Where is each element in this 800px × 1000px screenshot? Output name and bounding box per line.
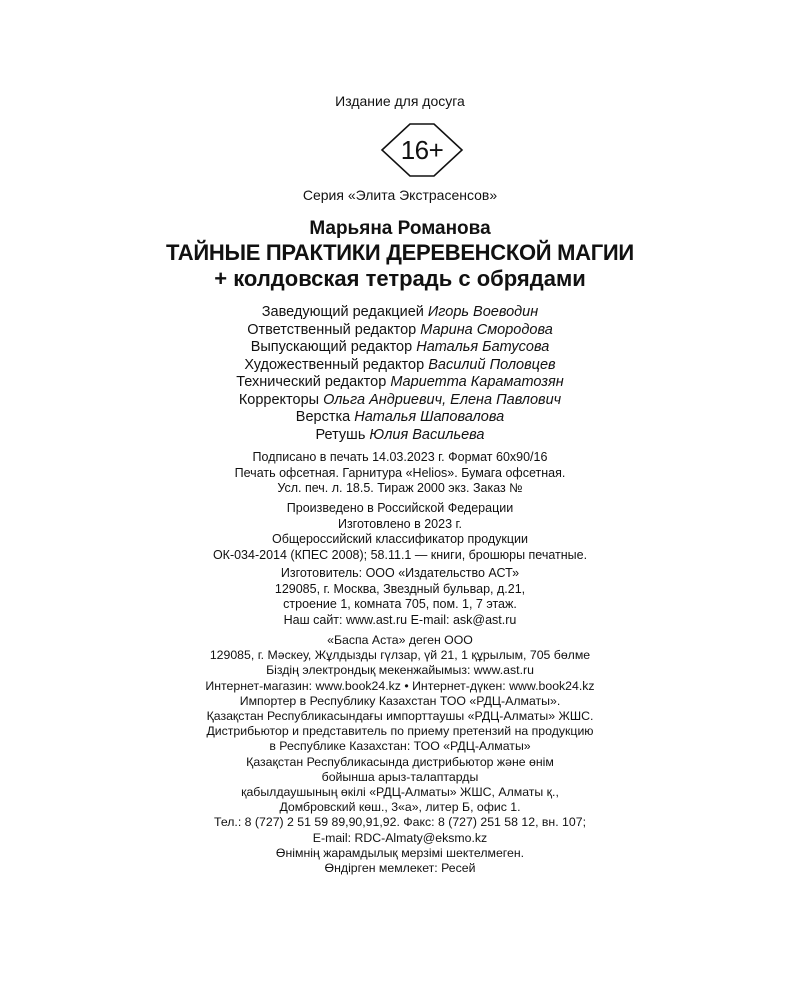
print-info <box>0 450 800 497</box>
credit-line <box>0 409 800 427</box>
print-line: Усл. печ. л. 18.5. Тираж 2000 экз. Заказ № <box>277 481 523 495</box>
credit-name: Наталья Батусова <box>416 339 550 355</box>
book-title: ТАЙНЫЕ ПРАКТИКИ ДЕРЕВЕНСКОЙ МАГИИ <box>166 240 634 265</box>
credit-name: Ольга Андриевич, Елена Павлович <box>323 391 562 408</box>
kazakhstan-line: Өнімнің жарамдылық мерзімі шектелмеген. <box>275 845 525 860</box>
print-line: Подписано в печать 14.03.2023 г. Формат 60х90/16 <box>252 450 548 464</box>
credit-name: Мариетта Караматозян <box>390 374 564 390</box>
production-line: Общероссийский классификатор продукции <box>271 532 529 546</box>
age-rating: 16+ <box>400 135 444 165</box>
credit-line <box>0 322 800 340</box>
age-rating-badge <box>380 122 464 178</box>
kazakhstan-line: Өндірген мемлекет: Ресей <box>324 861 476 876</box>
credit-role: Технический редактор <box>236 374 387 390</box>
credit-role: Корректоры <box>238 391 320 408</box>
manufacturer-line: 129085, г. Москва, Звездный бульвар, д.21, <box>274 581 526 596</box>
credit-line <box>0 357 800 375</box>
credit-name: Наталья Шаповалова <box>354 409 505 425</box>
credit-line <box>0 304 800 322</box>
kazakhstan-line: бойынша арыз-талаптарды <box>321 769 479 784</box>
production-line: Изготовлено в 2023 г. <box>337 516 463 531</box>
credit-line <box>0 427 800 445</box>
production-info <box>0 501 800 563</box>
credit-role: Заведующий редакцией <box>261 304 424 320</box>
book-subtitle: + колдовская тетрадь с обрядами <box>214 266 586 291</box>
credit-role: Ответственный редактор <box>247 321 417 338</box>
kazakhstan-line: Интернет-магазин: www.book24.kz • Интернет-дүкен: www.book24.kz <box>205 678 595 693</box>
kazakhstan-line: 129085, г. Мәскеу, Жұлдызды гүлзар, үй 21, 1 құрылым, 705 бөлме <box>209 648 591 663</box>
production-line: Произведено в Российской Федерации <box>286 501 514 515</box>
kazakhstan-line: E-mail: RDC-Almaty@eksmo.kz <box>312 830 488 845</box>
manufacturer-line: Наш сайт: www.ast.ru E-mail: ask@ast.ru <box>283 612 517 627</box>
credit-line <box>0 374 800 392</box>
print-line: Печать офсетная. Гарнитура «Helios». Бумага офсетная. <box>234 465 566 480</box>
credit-role: Верстка <box>295 409 351 425</box>
kazakhstan-line: Тел.: 8 (727) 2 51 59 89,90,91,92. Факс: 8 (727) 251 58 12, вн. 107; <box>214 815 586 830</box>
credit-role: Выпускающий редактор <box>250 339 413 355</box>
edition-type: Издание для досуга <box>335 93 465 109</box>
kazakhstan-line: Дистрибьютор и представитель по приему претензий на продукцию <box>206 724 594 739</box>
credit-line <box>0 392 800 410</box>
credit-line <box>0 339 800 357</box>
kazakhstan-line: Қазақстан Республикасында дистрибьютор және өнім <box>246 754 554 769</box>
kazakhstan-line: Импортер в Республику Казахстан ТОО «РДЦ-Алматы». <box>239 693 561 708</box>
kazakhstan-line: «Баспа Аста» деген ООО <box>327 633 473 647</box>
credit-role: Художественный редактор <box>244 356 425 373</box>
production-line: ОК-034-2014 (КПЕС 2008); 58.11.1 — книги, брошюры печатные. <box>212 547 588 562</box>
kazakhstan-line: Біздің электрондық мекенжайымыз: www.ast.ru <box>266 663 534 678</box>
author-name: Марьяна Романова <box>309 218 491 239</box>
manufacturer-line: Изготовитель: ООО «Издательство АСТ» <box>280 566 520 580</box>
credit-name: Василий Половцев <box>428 356 556 373</box>
credit-role: Ретушь <box>315 426 366 443</box>
manufacturer-line: строение 1, комната 705, пом. 1, 7 этаж. <box>283 597 517 611</box>
credit-name: Игорь Воеводин <box>427 304 539 320</box>
kazakhstan-line: Домбровский көш., 3«а», литер Б, офис 1. <box>279 800 521 815</box>
kazakhstan-info <box>0 633 800 876</box>
kazakhstan-line: в Республике Казахстан: ТОО «РДЦ-Алматы» <box>269 739 531 754</box>
credit-name: Марина Смородова <box>420 321 553 338</box>
kazakhstan-line: Қазақстан Республикасындағы импорттаушы «РДЦ-Алматы» ЖШС. <box>206 709 594 724</box>
manufacturer-info <box>0 566 800 628</box>
kazakhstan-line: қабылдаушының өкілі «РДЦ-Алматы» ЖШС, Алматы қ., <box>241 785 559 800</box>
credits-list <box>0 304 800 444</box>
series-title: Серия «Элита Экстрасенсов» <box>302 187 498 203</box>
credit-name: Юлия Васильева <box>369 426 485 443</box>
